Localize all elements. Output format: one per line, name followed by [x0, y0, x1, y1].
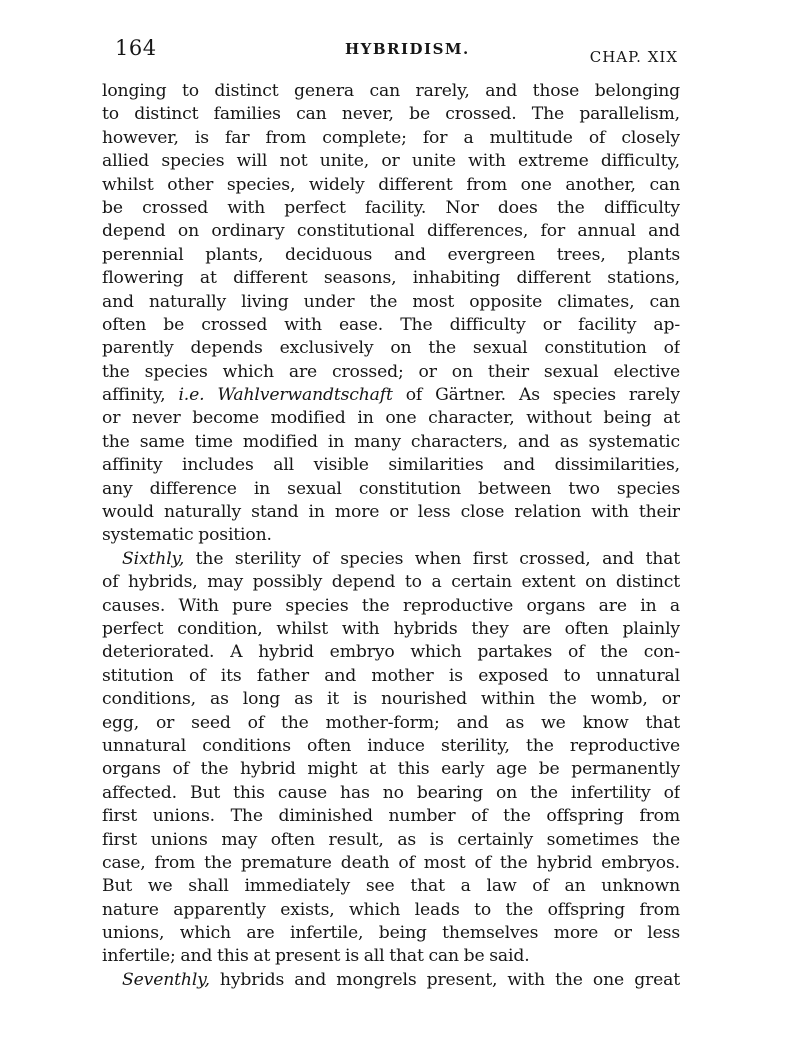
text-line: parently depends exclusively on the sexual constitution of	[102, 338, 680, 359]
text-line: would naturally stand in more or less close relation with their	[102, 502, 680, 523]
text-line: first unions may often result, as is certainly sometimes the	[102, 829, 680, 850]
text-fragment: hybrids and mongrels present, with the one great	[209, 969, 680, 990]
text-line: unnatural conditions often induce sterility, the reproductive	[102, 735, 680, 756]
text-line: But we shall immediately see that a law of an unknown	[102, 876, 680, 897]
paragraph-lead: Sixthly,	[122, 548, 185, 569]
text-line: the same time modified in many characters, and as systematic	[102, 431, 680, 452]
text-line: allied species will not unite, or unite with extreme difficulty,	[102, 151, 680, 172]
text-line: perfect condition, whilst with hybrids they are often plainly	[102, 618, 680, 639]
text-line: case, from the premature death of most of the hybrid embryos.	[102, 852, 680, 873]
text-fragment: of Gärtner. As species rarely	[392, 385, 680, 406]
text-line: causes. With pure species the reproductive organs are in a	[102, 595, 680, 616]
text-line: perennial plants, deciduous and evergreen trees, plants	[102, 244, 680, 265]
text-line: affected. But this cause has no bearing on the infertility of	[102, 782, 680, 803]
text-line: often be crossed with ease. The difficulty or facility ap-	[102, 314, 680, 335]
page-header	[115, 36, 678, 76]
text-line: flowering at different seasons, inhabiting different stations,	[102, 268, 680, 289]
text-line: longing to distinct genera can rarely, and those belonging	[102, 81, 680, 101]
text-line: or never become modified in one character, without being at	[102, 408, 680, 429]
text-line: systematic position.	[102, 525, 272, 546]
text-line: nature apparently exists, which leads to the offspring from	[102, 899, 680, 920]
text-line: stitution of its father and mother is exposed to unnatural	[102, 665, 680, 686]
text-fragment: the sterility of species when first crossed, and that	[184, 548, 680, 569]
text-line: deteriorated. A hybrid embryo which partakes of the con-	[102, 642, 680, 663]
running-head: HYBRIDISM.	[345, 40, 470, 58]
text-line	[102, 384, 680, 407]
chapter-label: CHAP. XIX	[589, 48, 678, 66]
body-text	[102, 80, 680, 992]
text-line: the species which are crossed; or on their sexual elective	[102, 361, 680, 382]
italic-term: i.e. Wahlverwandtschaft	[178, 385, 393, 406]
text-line: unions, which are infertile, being themselves more or less	[102, 923, 680, 944]
text-line: organs of the hybrid might at this early age be permanently	[102, 759, 680, 780]
text-line: and naturally living under the most opposite climates, can	[102, 291, 680, 312]
text-line: however, is far from complete; for a multitude of closely	[102, 127, 680, 148]
text-line: first unions. The diminished number of the offspring from	[102, 806, 680, 827]
text-line: depend on ordinary constitutional differences, for annual and	[102, 221, 680, 242]
text-line: be crossed with perfect facility. Nor does the difficulty	[102, 197, 680, 218]
paragraph-start	[102, 548, 680, 571]
paragraph-start	[102, 969, 680, 992]
text-line: conditions, as long as it is nourished within the womb, or	[102, 689, 680, 710]
page-number: 164	[115, 36, 157, 60]
text-line: affinity includes all visible similarities and dissimilarities,	[102, 455, 680, 476]
text-fragment: affinity,	[102, 385, 179, 406]
text-line: to distinct families can never, be crossed. The parallelism,	[102, 104, 680, 125]
text-line: whilst other species, widely different from one another, can	[102, 174, 680, 195]
text-line: any difference in sexual constitution between two species	[102, 478, 680, 499]
text-line: infertile; and this at present is all that can be said.	[102, 946, 530, 967]
text-line: egg, or seed of the mother-form; and as we know that	[102, 712, 680, 733]
paragraph-lead: Seventhly,	[122, 969, 210, 990]
text-line: of hybrids, may possibly depend to a certain extent on distinct	[102, 572, 680, 593]
